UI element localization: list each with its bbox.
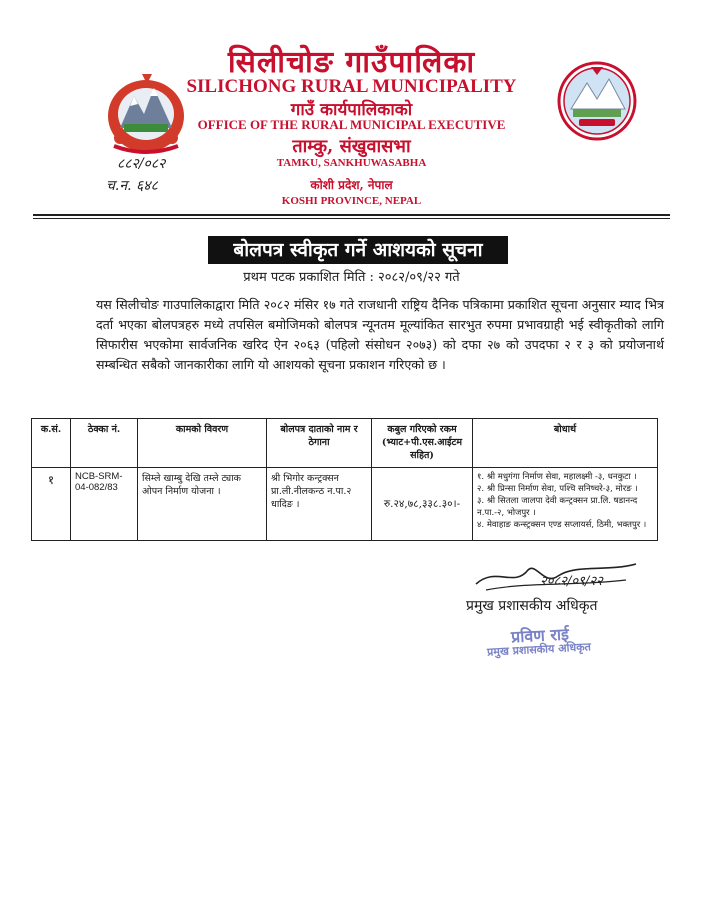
office-name-np: गाउँ कार्यपालिकाको <box>290 100 413 120</box>
header-divider <box>33 214 670 216</box>
signatory-title: प्रमुख प्रशासकीय अधिकृत <box>466 598 598 614</box>
office-name-en: OFFICE OF THE RURAL MUNICIPAL EXECUTIVE <box>197 117 506 132</box>
address-np: ताम्कु, संखुवासभा <box>292 136 411 157</box>
province-np: कोशी प्रदेश, नेपाल <box>310 178 393 192</box>
notice-body: यस सिलीचोङ गाउपालिकाद्वारा मिति २०८२ मंसिर १७ गते राजधानी राष्ट्रिय दैनिक पत्रिकामा प्रकाशित सूचना अनुसार म्याद भित्र दर्ता भएका बोलपत्रहरु मध्ये तपसिल बमोजिमको बोलपत्र न्यूनतम मूल्यांकित सारभुत रुपमा प्रभावग्राही भई स्वीकृतीको लागि सिफारीस भएकोमा सार्वजनिक खरिद ऐन २०६३ (पहिलो संसोधन २०७३) को दफा २७ को उपदफा २ र ३ को प्रयोजनार्थ सम्बन्धित सबैको जानकारीका लागि यो आशयको सूचना प्रकाशन गरिएको छ । <box>96 297 664 372</box>
cell-sn: १ <box>32 468 71 541</box>
municipality-name-np: सिलीचोङ गाउँपालिका <box>227 45 476 80</box>
cell-remarks <box>473 468 658 541</box>
signature-date: २०८२/०९/२२ <box>540 574 603 589</box>
cell-bidder: श्री भिगोर कन्ट्रक्सन प्रा.ली.नीलकन्ठ न.पा.२ धादिङ । <box>267 468 372 541</box>
stamp-name: प्रविण राई <box>510 624 570 647</box>
header-sn: क.सं. <box>32 419 71 468</box>
cell-amount: रु.२४,७८,३३८.३०।- <box>372 468 473 541</box>
remark-line: १. श्री मधुगंगा निर्माण सेवा, महालक्ष्मी -३, धनकुटा । <box>477 472 637 482</box>
remark-line: ४. मेवाहाङ कन्स्ट्रक्सन एण्ड सप्लायर्स, ठिमी, भक्तपुर । <box>477 520 647 530</box>
address-en: TAMKU, SANKHUWASABHA <box>276 157 427 169</box>
municipality-name-en: SILICHONG RURAL MUNICIPALITY <box>186 76 517 97</box>
header-remarks: बोधार्थ <box>473 419 658 468</box>
province-en: KOSHI PROVINCE, NEPAL <box>281 195 422 207</box>
header-contract-no: ठेक्का नं. <box>71 419 138 468</box>
remark-line: ३. श्री सितला जालपा देवी कन्ट्रक्सन प्रा.लि. षडानन्द न.पा.-२, भोजपुर । <box>477 496 638 518</box>
header-divider-thin <box>33 218 670 219</box>
stamp-title: प्रमुख प्रशासकीय अधिकृत <box>486 640 592 659</box>
remark-line: २. श्री प्रिन्सा निर्माण सेवा, पश्चि सनिष्चरे-३, मोरङ । <box>477 484 638 494</box>
table-header-row <box>32 419 658 468</box>
header-bidder: बोलपत्र दाताको नाम र ठेगाना <box>267 419 372 468</box>
cell-contract-no: NCB-SRM-04-082/83 <box>71 468 138 541</box>
notice-title: बोलपत्र स्वीकृत गर्ने आशयको सूचना <box>208 236 508 264</box>
reference-number: ८८२/०८२ <box>117 156 166 172</box>
header-amount: कबुल गरिएको रकम (भ्याट+पी.एस.आईटम सहित) <box>372 419 473 468</box>
bid-table <box>31 418 658 541</box>
publication-date: प्रथम पटक प्रकाशित मिति : २०८२/०९/२२ गते <box>243 270 460 285</box>
cell-description: सिम्ले खाम्बु देखि तम्ले ट्याक ओपन निर्माण योजना । <box>138 468 267 541</box>
header-description: कामको विवरण <box>138 419 267 468</box>
table-row <box>32 468 658 541</box>
dispatch-number: च.न. ६४८ <box>106 178 158 194</box>
